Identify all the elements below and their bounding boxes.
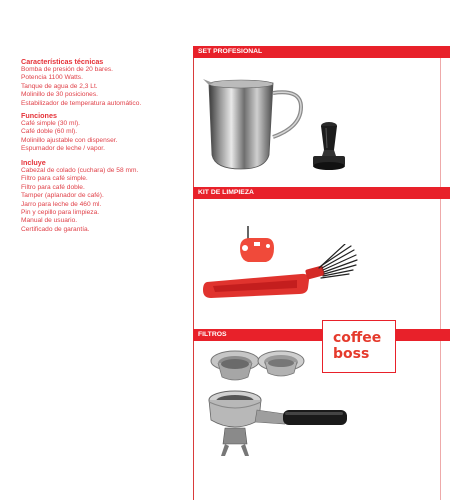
includes-line: Filtro para café simple. — [21, 175, 88, 183]
section-header-cleaning: KIT DE LIMPIEZA — [193, 187, 450, 199]
functions-section — [21, 111, 191, 154]
functions-line: Café doble (60 ml). — [21, 128, 78, 136]
single-filter-basket-image — [210, 349, 260, 385]
coffee-boss-logo — [322, 320, 396, 373]
milk-pitcher-image — [203, 75, 311, 175]
cleaning-brush-image — [201, 244, 361, 300]
portafilter-image — [205, 390, 350, 465]
specs-line: Bomba de presión de 20 bares. — [21, 66, 114, 73]
right-divider — [440, 46, 441, 500]
left-divider — [193, 46, 194, 500]
functions-line: Café simple (30 ml). — [21, 120, 80, 127]
specs-section — [21, 57, 191, 108]
includes-line: Tamper (aplanador de café). — [21, 192, 104, 200]
specs-line: Molinillo de 30 posiciones. — [21, 91, 98, 99]
double-filter-basket-image — [256, 349, 306, 383]
includes-section — [21, 158, 191, 234]
specs-title: Características técnicas — [21, 57, 104, 66]
logo-line-1: coffee — [333, 330, 382, 346]
tamper-image — [308, 120, 350, 174]
section-header-set: SET PROFESIONAL — [193, 46, 450, 58]
includes-line: Pin y cepillo para limpieza. — [21, 209, 100, 217]
section-header-filters: FILTROS — [193, 329, 450, 341]
includes-line: Certificado de garantía. — [21, 225, 90, 233]
functions-line: Molinillo ajustable con dispenser. — [21, 136, 118, 144]
functions-title: Funciones — [21, 111, 57, 120]
specs-line: Tanque de agua de 2,3 Lt. — [21, 82, 98, 90]
includes-line: Cabezal de colado (cuchara) de 58 mm. — [21, 167, 139, 174]
specs-line: Potencia 1100 Watts. — [21, 74, 83, 82]
includes-line: Filtro para café doble. — [21, 183, 85, 191]
logo-line-2: boss — [333, 346, 370, 362]
includes-title: Incluye — [21, 158, 46, 167]
functions-line: Espumador de leche / vapor. — [21, 145, 105, 153]
specs-line: Estabilizador de temperatura automático. — [21, 99, 142, 107]
includes-line: Jarro para leche de 460 ml. — [21, 200, 102, 208]
includes-line: Manual de usuario. — [21, 217, 78, 225]
